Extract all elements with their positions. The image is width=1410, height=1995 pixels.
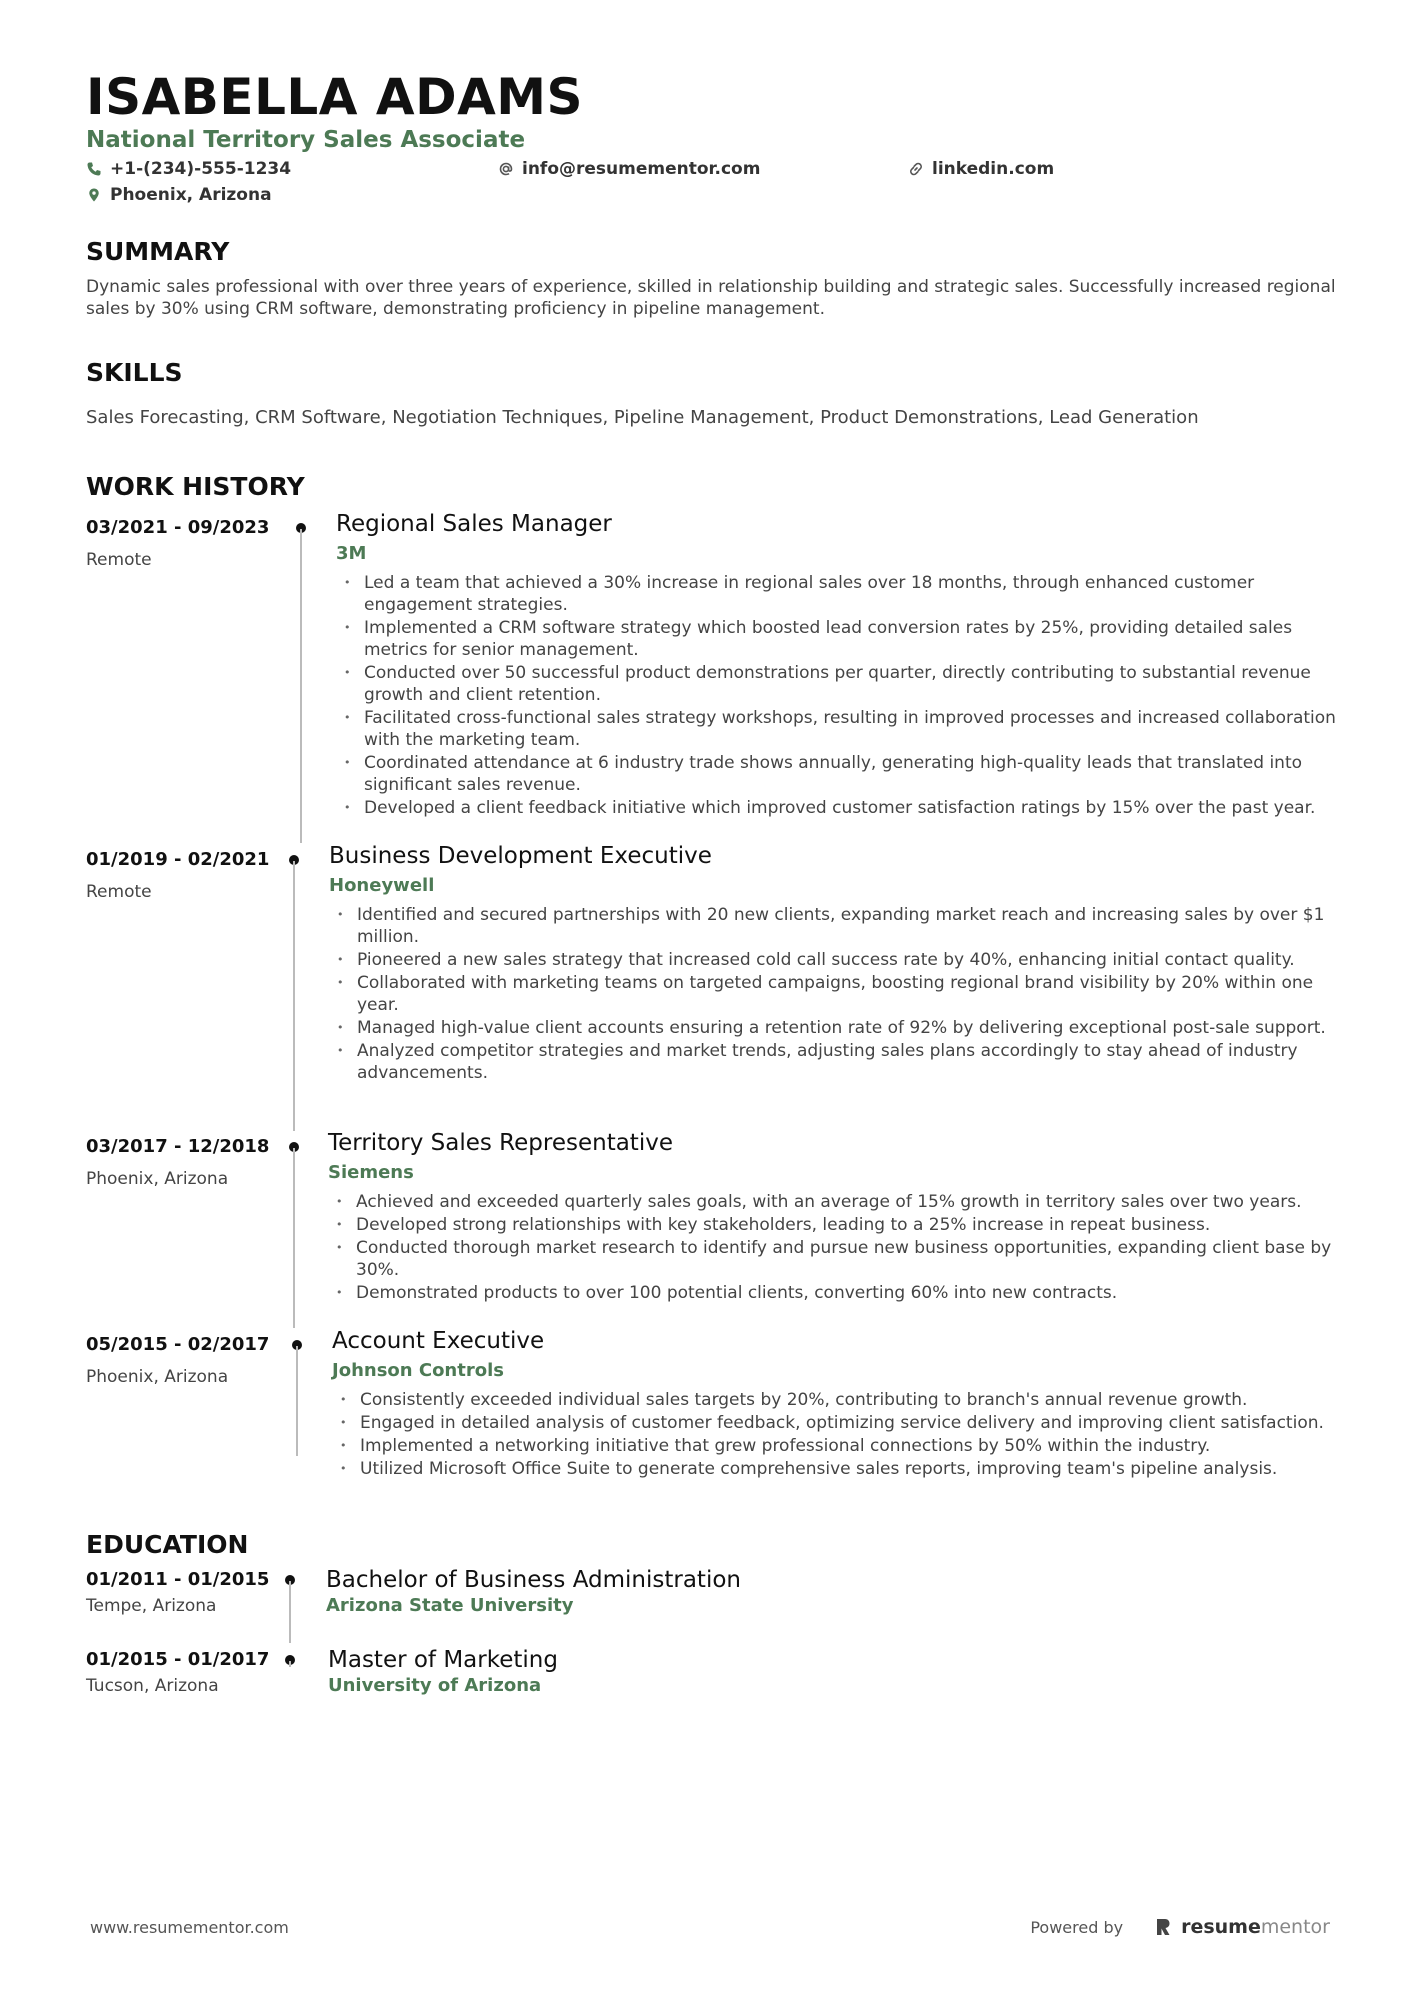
map-pin-icon: [86, 187, 102, 203]
education-school: University of Arizona: [328, 1675, 542, 1696]
phone-icon: [86, 161, 102, 177]
job-dates: 01/2019 - 02/2021: [86, 849, 270, 870]
timeline-line: [300, 529, 302, 843]
job-location: Phoenix, Arizona: [86, 1367, 229, 1387]
job-bullet: • Conducted over 50 successful product demonstrations per quarter, directly contributing to substantial revenue growth and client retention.: [336, 662, 1336, 706]
skills-section: [86, 358, 1336, 428]
contact-email: [498, 159, 908, 179]
job-company: 3M: [336, 543, 367, 564]
job-role: Account Executive: [332, 1328, 545, 1354]
job-bullet: • Developed strong relationships with key stakeholders, leading to a 25% increase in repeat business.: [328, 1214, 1336, 1236]
job-bullet: • Developed a client feedback initiative which improved customer satisfaction ratings by 15% over the past year.: [336, 797, 1336, 819]
resumementor-logo-icon: [1155, 1917, 1171, 1937]
job-bullet: • Demonstrated products to over 100 potential clients, converting 60% into new contracts.: [328, 1282, 1336, 1304]
location-text: Phoenix, Arizona: [110, 185, 272, 205]
footer: [90, 1916, 1330, 1938]
timeline-line: [296, 1346, 298, 1456]
job-bullet: • Identified and secured partnerships with 20 new clients, expanding market reach and increasing sales by over $1 million.: [329, 904, 1336, 948]
job-bullet: • Implemented a networking initiative that grew professional connections by 50% within the industry.: [332, 1435, 1336, 1457]
education-location: Tucson, Arizona: [86, 1676, 219, 1696]
job-bullet: • Facilitated cross-functional sales strategy workshops, resulting in improved processes and increased collaboration with the marketing team.: [336, 707, 1336, 751]
job-dates: 03/2017 - 12/2018: [86, 1136, 270, 1157]
job-bullets: [328, 1191, 1336, 1304]
job-bullet: • Led a team that achieved a 30% increase in regional sales over 18 months, through enhanced customer engagement strategies.: [336, 572, 1336, 616]
contact-row-1: [86, 159, 1336, 179]
contact-location: [86, 185, 272, 205]
job-bullet: • Consistently exceeded individual sales targets by 20%, contributing to branch's annual revenue growth.: [332, 1389, 1336, 1411]
contact-linkedin: [908, 159, 1054, 179]
job-location: Remote: [86, 882, 152, 902]
job-bullet: • Engaged in detailed analysis of customer feedback, optimizing service delivery and improving client satisfaction.: [332, 1412, 1336, 1434]
education-school: Arizona State University: [326, 1595, 574, 1616]
powered-by-text: Powered by: [1030, 1917, 1124, 1937]
candidate-name: ISABELLA ADAMS: [86, 68, 584, 126]
work-timeline: [86, 511, 1336, 1518]
job-bullet: • Utilized Microsoft Office Suite to generate comprehensive sales reports, improving team's pipeline analysis.: [332, 1458, 1336, 1480]
job-entry: [86, 1328, 1336, 1518]
job-bullet: • Achieved and exceeded quarterly sales goals, with an average of 15% growth in territory sales over two years.: [328, 1191, 1336, 1213]
timeline-line: [293, 1148, 295, 1328]
logo-light-text: mentor: [1260, 1916, 1330, 1938]
education-section: [86, 1530, 1336, 1696]
timeline-line: [289, 1661, 291, 1667]
contact-phone: [86, 159, 498, 179]
job-role: Business Development Executive: [329, 843, 712, 869]
job-bullet: • Managed high-value client accounts ensuring a retention rate of 92% by delivering exceptional post-sale support.: [329, 1017, 1336, 1039]
education-dates: 01/2011 - 01/2015: [86, 1569, 270, 1590]
job-company: Siemens: [328, 1162, 414, 1183]
timeline-line: [293, 861, 295, 1131]
footer-website[interactable]: www.resumementor.com: [90, 1917, 289, 1937]
job-bullets: [336, 572, 1336, 819]
timeline-line: [289, 1581, 291, 1643]
candidate-title: National Territory Sales Associate: [86, 127, 526, 153]
job-company: Johnson Controls: [332, 1360, 504, 1381]
education-degree: Bachelor of Business Administration: [326, 1567, 741, 1593]
job-entry: [86, 843, 1336, 1130]
resumementor-logo-text: [1181, 1916, 1330, 1938]
job-location: Remote: [86, 550, 152, 570]
education-dates: 01/2015 - 01/2017: [86, 1649, 270, 1670]
job-entry: [86, 511, 1336, 843]
job-bullet: • Collaborated with marketing teams on targeted campaigns, boosting regional brand visibility by 20% within one year.: [329, 972, 1336, 1016]
job-bullets: [332, 1389, 1336, 1480]
job-bullet: • Coordinated attendance at 6 industry trade shows annually, generating high-quality leads that translated into significant sales revenue.: [336, 752, 1336, 796]
job-location: Phoenix, Arizona: [86, 1169, 229, 1189]
job-bullet: • Implemented a CRM software strategy which boosted lead conversion rates by 25%, providing detailed sales metrics for senior management.: [336, 617, 1336, 661]
job-bullet: • Analyzed competitor strategies and market trends, adjusting sales plans accordingly to stay ahead of industry advancements.: [329, 1040, 1336, 1084]
skills-heading: SKILLS: [86, 358, 183, 387]
job-dates: 03/2021 - 09/2023: [86, 517, 270, 538]
work-history-section: [86, 472, 1336, 1518]
skills-text: Sales Forecasting, CRM Software, Negotiation Techniques, Pipeline Management, Product Demonstrations, Lead Generation: [86, 407, 1199, 428]
education-heading: EDUCATION: [86, 1530, 249, 1559]
education-entry: [86, 1563, 1336, 1643]
linkedin-text: linkedin.com: [932, 159, 1055, 179]
job-bullet: • Conducted thorough market research to identify and pursue new business opportunities, expanding client base by 30%.: [328, 1237, 1336, 1281]
at-sign-icon: [498, 161, 514, 177]
work-history-heading: WORK HISTORY: [86, 472, 305, 501]
summary-heading: SUMMARY: [86, 237, 230, 266]
email-text: info@resumementor.com: [522, 159, 761, 179]
summary-text: Dynamic sales professional with over three years of experience, skilled in relationship building and strategic sales. Successfully increased regional sales by 30% using CRM software, demonstrating proficiency in pipeline management.: [86, 277, 1336, 319]
phone-text: +1-(234)-555-1234: [110, 159, 292, 179]
job-bullets: [329, 904, 1336, 1084]
link-icon: [908, 161, 924, 177]
job-role: Territory Sales Representative: [328, 1130, 673, 1156]
education-degree: Master of Marketing: [328, 1647, 558, 1673]
job-dates: 05/2015 - 02/2017: [86, 1334, 270, 1355]
education-timeline: [86, 1563, 1336, 1696]
resume-page: [86, 70, 1336, 1696]
contact-row-2: [86, 185, 1336, 205]
education-location: Tempe, Arizona: [86, 1596, 217, 1616]
footer-brand: [1030, 1916, 1330, 1938]
job-entry: [86, 1130, 1336, 1328]
job-company: Honeywell: [329, 875, 435, 896]
logo-bold-text: resume: [1181, 1916, 1261, 1938]
education-entry: [86, 1643, 1336, 1696]
job-role: Regional Sales Manager: [336, 511, 612, 537]
summary-section: [86, 237, 1336, 320]
job-bullet: • Pioneered a new sales strategy that increased cold call success rate by 40%, enhancing initial contact quality.: [329, 949, 1336, 971]
